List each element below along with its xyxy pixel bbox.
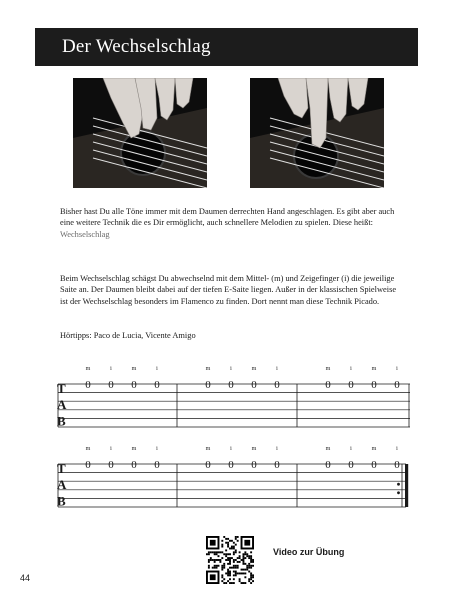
qr-module: [244, 551, 246, 553]
qr-module: [248, 555, 250, 557]
qr-module: [231, 540, 233, 542]
tab-note: 0: [274, 379, 280, 391]
qr-module: [221, 569, 223, 571]
qr-module: [235, 571, 237, 573]
qr-module: [239, 561, 241, 563]
qr-module: [227, 563, 229, 565]
qr-module: [229, 582, 231, 584]
qr-module: [223, 565, 225, 567]
photo-middle-finger-stroke: [73, 78, 207, 188]
tab-note: 0: [325, 459, 331, 471]
fingering-label: m: [131, 446, 137, 452]
tab-note: 0: [131, 379, 137, 391]
fingering-label: m: [251, 446, 257, 452]
qr-module: [221, 544, 223, 546]
fingering-label: i: [396, 366, 398, 372]
qr-module: [233, 565, 235, 567]
qr-module: [235, 536, 237, 538]
qr-module: [233, 553, 235, 555]
qr-module: [233, 561, 235, 563]
fingering-label: m: [325, 366, 331, 372]
qr-module: [227, 546, 229, 548]
qr-module: [229, 574, 231, 576]
qr-module: [223, 567, 225, 569]
fingering-label: i: [156, 366, 158, 372]
qr-module: [216, 553, 218, 555]
qr-module: [235, 559, 237, 561]
qr-module: [233, 582, 235, 584]
qr-module: [250, 576, 252, 578]
tab-note: 0: [154, 459, 160, 471]
qr-module: [229, 567, 231, 569]
qr-module: [208, 553, 210, 555]
qr-module: [233, 578, 235, 580]
tab-note: 0: [205, 459, 211, 471]
qr-module: [227, 572, 229, 574]
fingering-label: i: [350, 446, 352, 452]
qr-module: [225, 559, 227, 561]
qr-module: [241, 569, 243, 571]
qr-module: [221, 546, 223, 548]
qr-module: [250, 551, 252, 553]
qr-module: [218, 551, 220, 553]
qr-module: [237, 536, 239, 538]
qr-module: [227, 553, 229, 555]
qr-module: [229, 548, 231, 550]
qr-module: [244, 572, 246, 574]
tab-note: 0: [85, 379, 91, 391]
qr-module: [227, 542, 229, 544]
qr-module: [237, 572, 239, 574]
video-label: Video zur Übung: [273, 547, 345, 557]
qr-module: [229, 571, 231, 573]
qr-module: [237, 557, 239, 559]
qr-module: [239, 551, 241, 553]
qr-module: [248, 565, 250, 567]
qr-module: [242, 582, 244, 584]
qr-module: [237, 567, 239, 569]
repeat-dot: [397, 483, 400, 486]
qr-module: [242, 569, 244, 571]
qr-module: [242, 563, 244, 565]
qr-module: [229, 563, 231, 565]
qr-module: [210, 557, 212, 559]
intro-paragraph: [60, 206, 405, 240]
qr-module: [219, 559, 221, 561]
qr-module: [225, 553, 227, 555]
qr-module: [252, 559, 254, 561]
tab-note: 0: [348, 379, 354, 391]
qr-module: [221, 540, 223, 542]
qr-module: [233, 551, 235, 553]
qr-module: [246, 555, 248, 557]
qr-module: [244, 563, 246, 565]
qr-module: [231, 546, 233, 548]
qr-module: [218, 555, 220, 557]
qr-module: [221, 580, 223, 582]
qr-module: [223, 536, 225, 538]
fingering-label: m: [205, 446, 211, 452]
tab-staff-1: [50, 360, 410, 438]
qr-module: [225, 549, 227, 551]
tab-note: 0: [228, 379, 234, 391]
qr-module: [233, 542, 235, 544]
qr-module: [214, 561, 216, 563]
fingering-label: m: [251, 366, 257, 372]
qr-module: [248, 578, 250, 580]
qr-module: [225, 538, 227, 540]
qr-module: [206, 553, 208, 555]
qr-module: [252, 574, 254, 576]
fingering-label: m: [205, 366, 211, 372]
qr-module: [218, 565, 220, 567]
qr-module: [250, 567, 252, 569]
listening-tips: Hörtipps: Paco de Lucia, Vicente Amigo: [60, 331, 196, 340]
qr-module: [223, 582, 225, 584]
qr-module: [227, 559, 229, 561]
qr-module: [233, 574, 235, 576]
fingering-label: i: [156, 446, 158, 452]
qr-module: [235, 549, 237, 551]
fingering-label: m: [371, 366, 377, 372]
qr-module: [223, 578, 225, 580]
tab-note: 0: [228, 459, 234, 471]
qr-module: [229, 572, 231, 574]
qr-module: [242, 559, 244, 561]
qr-module: [244, 582, 246, 584]
qr-module: [214, 565, 216, 567]
qr-module: [244, 553, 246, 555]
qr-module: [237, 565, 239, 567]
qr-module: [242, 572, 244, 574]
qr-module: [250, 561, 252, 563]
qr-module: [242, 561, 244, 563]
fingering-label: m: [325, 446, 331, 452]
qr-module: [231, 567, 233, 569]
qr-module: [216, 551, 218, 553]
tab-note: 0: [85, 459, 91, 471]
tab-note: 0: [371, 459, 377, 471]
qr-module: [218, 559, 220, 561]
qr-module: [229, 559, 231, 561]
qr-module: [227, 574, 229, 576]
tab-note: 0: [251, 459, 257, 471]
tab-note: 0: [371, 379, 377, 391]
qr-module: [227, 569, 229, 571]
tab-note: 0: [274, 459, 280, 471]
tab-system-1: [50, 360, 410, 438]
tab-note: 0: [325, 379, 331, 391]
qr-module: [214, 559, 216, 561]
qr-module: [252, 576, 254, 578]
qr-module: [248, 563, 250, 565]
qr-module: [246, 569, 248, 571]
qr-module: [212, 559, 214, 561]
qr-module: [237, 561, 239, 563]
tab-note: 0: [205, 379, 211, 391]
tab-note: 0: [348, 459, 354, 471]
qr-module: [250, 557, 252, 559]
qr-module: [242, 553, 244, 555]
qr-module: [252, 565, 254, 567]
qr-module: [225, 582, 227, 584]
fingering-label: i: [230, 446, 232, 452]
qr-module: [244, 576, 246, 578]
qr-module: [235, 565, 237, 567]
qr-module: [225, 572, 227, 574]
fingering-label: i: [110, 366, 112, 372]
qr-module: [208, 559, 210, 561]
qr-module: [233, 546, 235, 548]
qr-module: [242, 555, 244, 557]
qr-module: [239, 555, 241, 557]
qr-module: [246, 567, 248, 569]
qr-module: [250, 574, 252, 576]
qr-module: [233, 559, 235, 561]
fingering-label: m: [85, 366, 91, 372]
qr-module: [233, 548, 235, 550]
qr-module: [248, 567, 250, 569]
qr-module: [231, 548, 233, 550]
fingering-label: i: [276, 366, 278, 372]
final-bar-line: [405, 464, 408, 507]
qr-module: [248, 557, 250, 559]
qr-module: [233, 571, 235, 573]
qr-module: [242, 557, 244, 559]
qr-module: [212, 567, 214, 569]
qr-module: [244, 557, 246, 559]
qr-module: [250, 578, 252, 580]
qr-module: [227, 544, 229, 546]
qr-module: [221, 565, 223, 567]
repeat-dot: [397, 491, 400, 494]
qr-module: [225, 542, 227, 544]
fingering-label: i: [350, 366, 352, 372]
fingering-label: i: [396, 446, 398, 452]
qr-module: [221, 551, 223, 553]
qr-module: [250, 572, 252, 574]
qr-module: [221, 574, 223, 576]
page-number: 44: [20, 573, 31, 583]
qr-module: [237, 540, 239, 542]
qr-module: [241, 572, 243, 574]
qr-module: [208, 551, 210, 553]
qr-module: [252, 580, 254, 582]
tab-note: 0: [108, 379, 114, 391]
qr-module: [208, 567, 210, 569]
qr-module: [241, 582, 243, 584]
tab-staff-2: [50, 440, 410, 518]
tab-system-2: [50, 440, 410, 518]
qr-module: [227, 557, 229, 559]
fingering-label: i: [230, 366, 232, 372]
fingering-label: m: [131, 366, 137, 372]
qr-module: [250, 565, 252, 567]
qr-module: [214, 551, 216, 553]
fingering-label: m: [85, 446, 91, 452]
qr-module: [235, 544, 237, 546]
tab-clef-letter: A: [57, 476, 67, 492]
qr-module: [214, 567, 216, 569]
qr-module: [246, 553, 248, 555]
page-title: Der Wechselschlag: [62, 36, 211, 57]
qr-module: [223, 563, 225, 565]
fingering-label: m: [371, 446, 377, 452]
fingering-label: i: [276, 446, 278, 452]
qr-module: [235, 538, 237, 540]
qr-module: [229, 557, 231, 559]
qr-module: [219, 551, 221, 553]
photo-index-finger-stroke: [250, 78, 384, 188]
qr-module: [216, 567, 218, 569]
tab-note: 0: [108, 459, 114, 471]
qr-module: [235, 572, 237, 574]
qr-module: [231, 582, 233, 584]
qr-module: [216, 559, 218, 561]
qr-module: [214, 553, 216, 555]
qr-module: [250, 582, 252, 584]
qr-module: [216, 565, 218, 567]
tab-clef-letter: B: [57, 413, 66, 429]
qr-module: [208, 561, 210, 563]
qr-module: [221, 567, 223, 569]
qr-module: [244, 569, 246, 571]
qr-module: [252, 561, 254, 563]
tab-note: 0: [394, 459, 400, 471]
qr-module: [239, 578, 241, 580]
technique-paragraph: Beim Wechselschlag schägst Du abwechselnd mit dem Mittel- (m) und Zeigefinger (i) die jeweilige Saite an. Der Daumen bleibt dabei auf der tiefen E-Saite liegen. Außer in der klassischen Spielweise ist der Wechselschlag besonders im Flamenco zu finden. Dort nennt man diese Technik Picado.: [60, 274, 397, 306]
fingering-label: i: [110, 446, 112, 452]
qr-module: [221, 557, 223, 559]
qr-module: [239, 572, 241, 574]
tab-note: 0: [154, 379, 160, 391]
tab-clef-letter: T: [57, 381, 66, 397]
qr-module: [246, 565, 248, 567]
qr-module: [227, 538, 229, 540]
tab-clef-letter: B: [57, 493, 66, 509]
qr-module: [248, 571, 250, 573]
qr-module: [250, 559, 252, 561]
qr-module: [227, 580, 229, 582]
qr-module: [223, 553, 225, 555]
qr-module: [210, 551, 212, 553]
qr-module: [229, 540, 231, 542]
technique-term: Wechselschlag: [60, 229, 110, 239]
qr-module: [219, 561, 221, 563]
qr-module: [233, 567, 235, 569]
tab-clef-letter: A: [57, 396, 67, 412]
tab-note: 0: [394, 379, 400, 391]
qr-module: [231, 557, 233, 559]
qr-module: [208, 565, 210, 567]
tab-note: 0: [131, 459, 137, 471]
qr-module: [225, 555, 227, 557]
qr-module: [235, 567, 237, 569]
qr-module: [239, 557, 241, 559]
qr-module: [229, 553, 231, 555]
title-bar: [35, 28, 418, 66]
qr-module: [250, 555, 252, 557]
qr-module: [248, 580, 250, 582]
qr-module: [212, 551, 214, 553]
tab-clef-letter: T: [57, 461, 66, 477]
qr-module: [239, 580, 241, 582]
qr-module: [235, 574, 237, 576]
qr-module: [210, 559, 212, 561]
qr-module: [241, 559, 243, 561]
tab-note: 0: [251, 379, 257, 391]
qr-code[interactable]: [206, 536, 254, 584]
qr-module: [229, 578, 231, 580]
qr-module: [227, 571, 229, 573]
qr-module: [229, 561, 231, 563]
qr-module: [235, 551, 237, 553]
qr-module: [221, 576, 223, 578]
intro-text: Bisher hast Du alle Töne immer mit dem Daumen derrechten Hand angeschlagen. Es gibt aber auch eine weitere Technik die es Dir ermöglicht, auch schnellere Melodien zu spielen. Diese heißt:: [60, 207, 395, 228]
